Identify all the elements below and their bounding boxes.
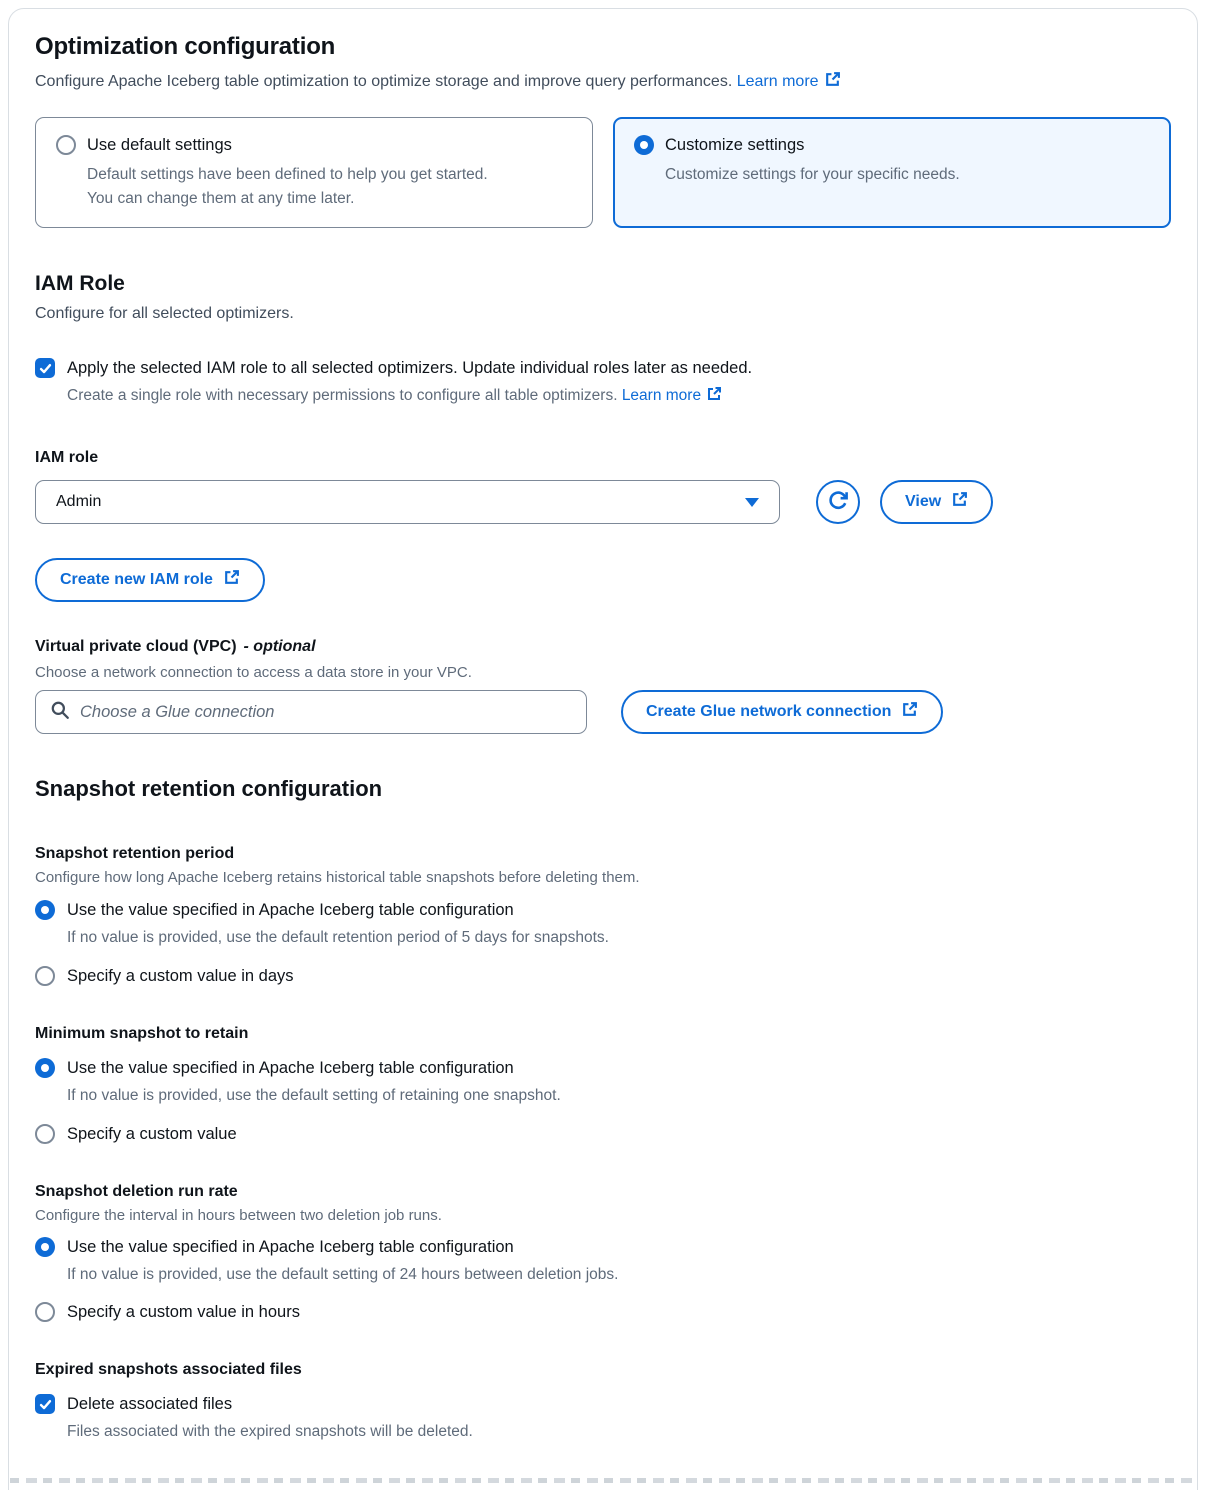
vpc-optional-suffix: - optional — [243, 638, 316, 655]
tile-use-default-settings[interactable] — [35, 117, 593, 228]
settings-mode-tiles — [35, 117, 1171, 228]
snapshot-retention-period-label: Snapshot retention period — [35, 845, 235, 862]
minimum-use-table-config-radio[interactable] — [35, 1058, 55, 1078]
chevron-down-icon — [745, 498, 759, 507]
radio-use-default-settings[interactable] — [56, 135, 76, 155]
deletion-use-table-config-description: If no value is provided, use the default setting of 24 hours between deletion jobs. — [67, 1266, 619, 1283]
apply-iam-role-description-text: Create a single role with necessary permissions to configure all table optimizers. — [67, 387, 618, 404]
vpc-connection-row — [35, 690, 1171, 734]
minimum-use-table-config-label: Use the value specified in Apache Iceberg table configuration — [67, 1058, 514, 1077]
retention-use-table-config-label: Use the value specified in Apache Iceberg table configuration — [67, 900, 514, 919]
glue-connection-input[interactable] — [80, 703, 572, 722]
external-link-icon — [223, 569, 240, 591]
delete-associated-files-description: Files associated with the expired snapshots will be deleted. — [67, 1423, 473, 1440]
create-new-iam-role-label: Create new IAM role — [60, 571, 213, 588]
delete-associated-files-label: Delete associated files — [67, 1394, 233, 1413]
minimum-use-table-config-description: If no value is provided, use the default setting of retaining one snapshot. — [67, 1087, 561, 1104]
deletion-use-table-config-option[interactable] — [35, 1237, 1171, 1257]
iam-learn-more-label: Learn more — [621, 387, 702, 404]
tile-customize-description: Customize settings for your specific needs. — [665, 166, 960, 183]
snapshot-retention-period-description: Configure how long Apache Iceberg retains historical table snapshots before deleting them. — [35, 869, 640, 886]
delete-associated-files-checkbox[interactable] — [35, 1394, 55, 1414]
iam-role-selected-value: Admin — [56, 493, 102, 510]
tile-use-default-label: Use default settings — [87, 135, 232, 154]
deletion-custom-hours-label: Specify a custom value in hours — [67, 1302, 300, 1321]
view-role-button[interactable] — [880, 480, 993, 524]
learn-more-label: Learn more — [736, 73, 819, 90]
deletion-custom-hours-radio[interactable] — [35, 1302, 55, 1322]
view-role-label: View — [905, 493, 942, 510]
create-glue-network-connection-label: Create Glue network connection — [646, 703, 892, 720]
snapshot-deletion-run-rate-label: Snapshot deletion run rate — [35, 1183, 238, 1200]
vpc-field-label — [35, 638, 1171, 656]
iam-role-section-title: IAM Role — [35, 272, 125, 295]
external-link-icon — [824, 71, 841, 88]
external-link-icon — [901, 701, 918, 723]
retention-custom-days-option[interactable] — [35, 966, 1171, 986]
create-glue-network-connection-button[interactable] — [621, 690, 943, 734]
retention-use-table-config-option[interactable] — [35, 900, 1171, 920]
snapshot-retention-section-title: Snapshot retention configuration — [35, 776, 383, 801]
tile-customize-label: Customize settings — [665, 135, 805, 154]
vpc-label-text: Virtual private cloud (VPC) — [35, 638, 237, 655]
apply-iam-role-description — [67, 385, 1171, 406]
learn-more-link[interactable] — [737, 73, 841, 90]
minimum-use-table-config-option[interactable] — [35, 1058, 1171, 1078]
create-new-iam-role-button[interactable] — [35, 558, 265, 602]
external-link-icon — [951, 491, 968, 513]
minimum-custom-value-option[interactable] — [35, 1124, 1171, 1144]
deletion-custom-hours-option[interactable] — [35, 1302, 1171, 1322]
delete-associated-files-row[interactable] — [35, 1394, 1171, 1414]
clipped-content-edge — [10, 1478, 1196, 1483]
optimization-configuration-card — [8, 8, 1198, 1490]
glue-connection-search[interactable] — [35, 690, 587, 734]
vpc-field-description: Choose a network connection to access a data store in your VPC. — [35, 664, 472, 681]
iam-learn-more-link[interactable] — [622, 387, 722, 404]
retention-use-table-config-radio[interactable] — [35, 900, 55, 920]
refresh-roles-button[interactable] — [816, 480, 860, 524]
apply-iam-role-checkbox[interactable] — [35, 358, 55, 378]
retention-use-table-config-description: If no value is provided, use the default retention period of 5 days for snapshots. — [67, 929, 609, 946]
expired-snapshots-files-label: Expired snapshots associated files — [35, 1361, 302, 1378]
page-title: Optimization configuration — [35, 33, 336, 60]
tile-customize-settings[interactable] — [613, 117, 1171, 228]
iam-role-field-row — [35, 480, 1171, 524]
radio-customize-settings[interactable] — [634, 135, 654, 155]
retention-custom-days-label: Specify a custom value in days — [67, 966, 294, 985]
page-description — [35, 71, 1171, 93]
snapshot-deletion-run-rate-description: Configure the interval in hours between two deletion job runs. — [35, 1207, 442, 1224]
deletion-use-table-config-label: Use the value specified in Apache Iceberg table configuration — [67, 1237, 514, 1256]
deletion-use-table-config-radio[interactable] — [35, 1237, 55, 1257]
minimum-custom-value-label: Specify a custom value — [67, 1124, 237, 1143]
search-icon — [50, 700, 70, 725]
apply-iam-role-label: Apply the selected IAM role to all selected optimizers. Update individual roles later as needed. — [67, 358, 753, 377]
iam-role-section-description: Configure for all selected optimizers. — [35, 305, 294, 322]
retention-custom-days-radio[interactable] — [35, 966, 55, 986]
iam-role-select[interactable] — [35, 480, 780, 524]
page-description-text: Configure Apache Iceberg table optimization to optimize storage and improve query performances. — [35, 73, 733, 90]
minimum-custom-value-radio[interactable] — [35, 1124, 55, 1144]
external-link-icon — [706, 386, 722, 402]
iam-role-field-label: IAM role — [35, 449, 99, 466]
apply-iam-role-checkbox-row[interactable] — [35, 358, 1171, 378]
tile-use-default-description: Default settings have been defined to help you get started. You can change them at any time later. — [87, 166, 488, 207]
refresh-icon — [826, 489, 850, 516]
minimum-snapshot-retain-label: Minimum snapshot to retain — [35, 1025, 249, 1042]
